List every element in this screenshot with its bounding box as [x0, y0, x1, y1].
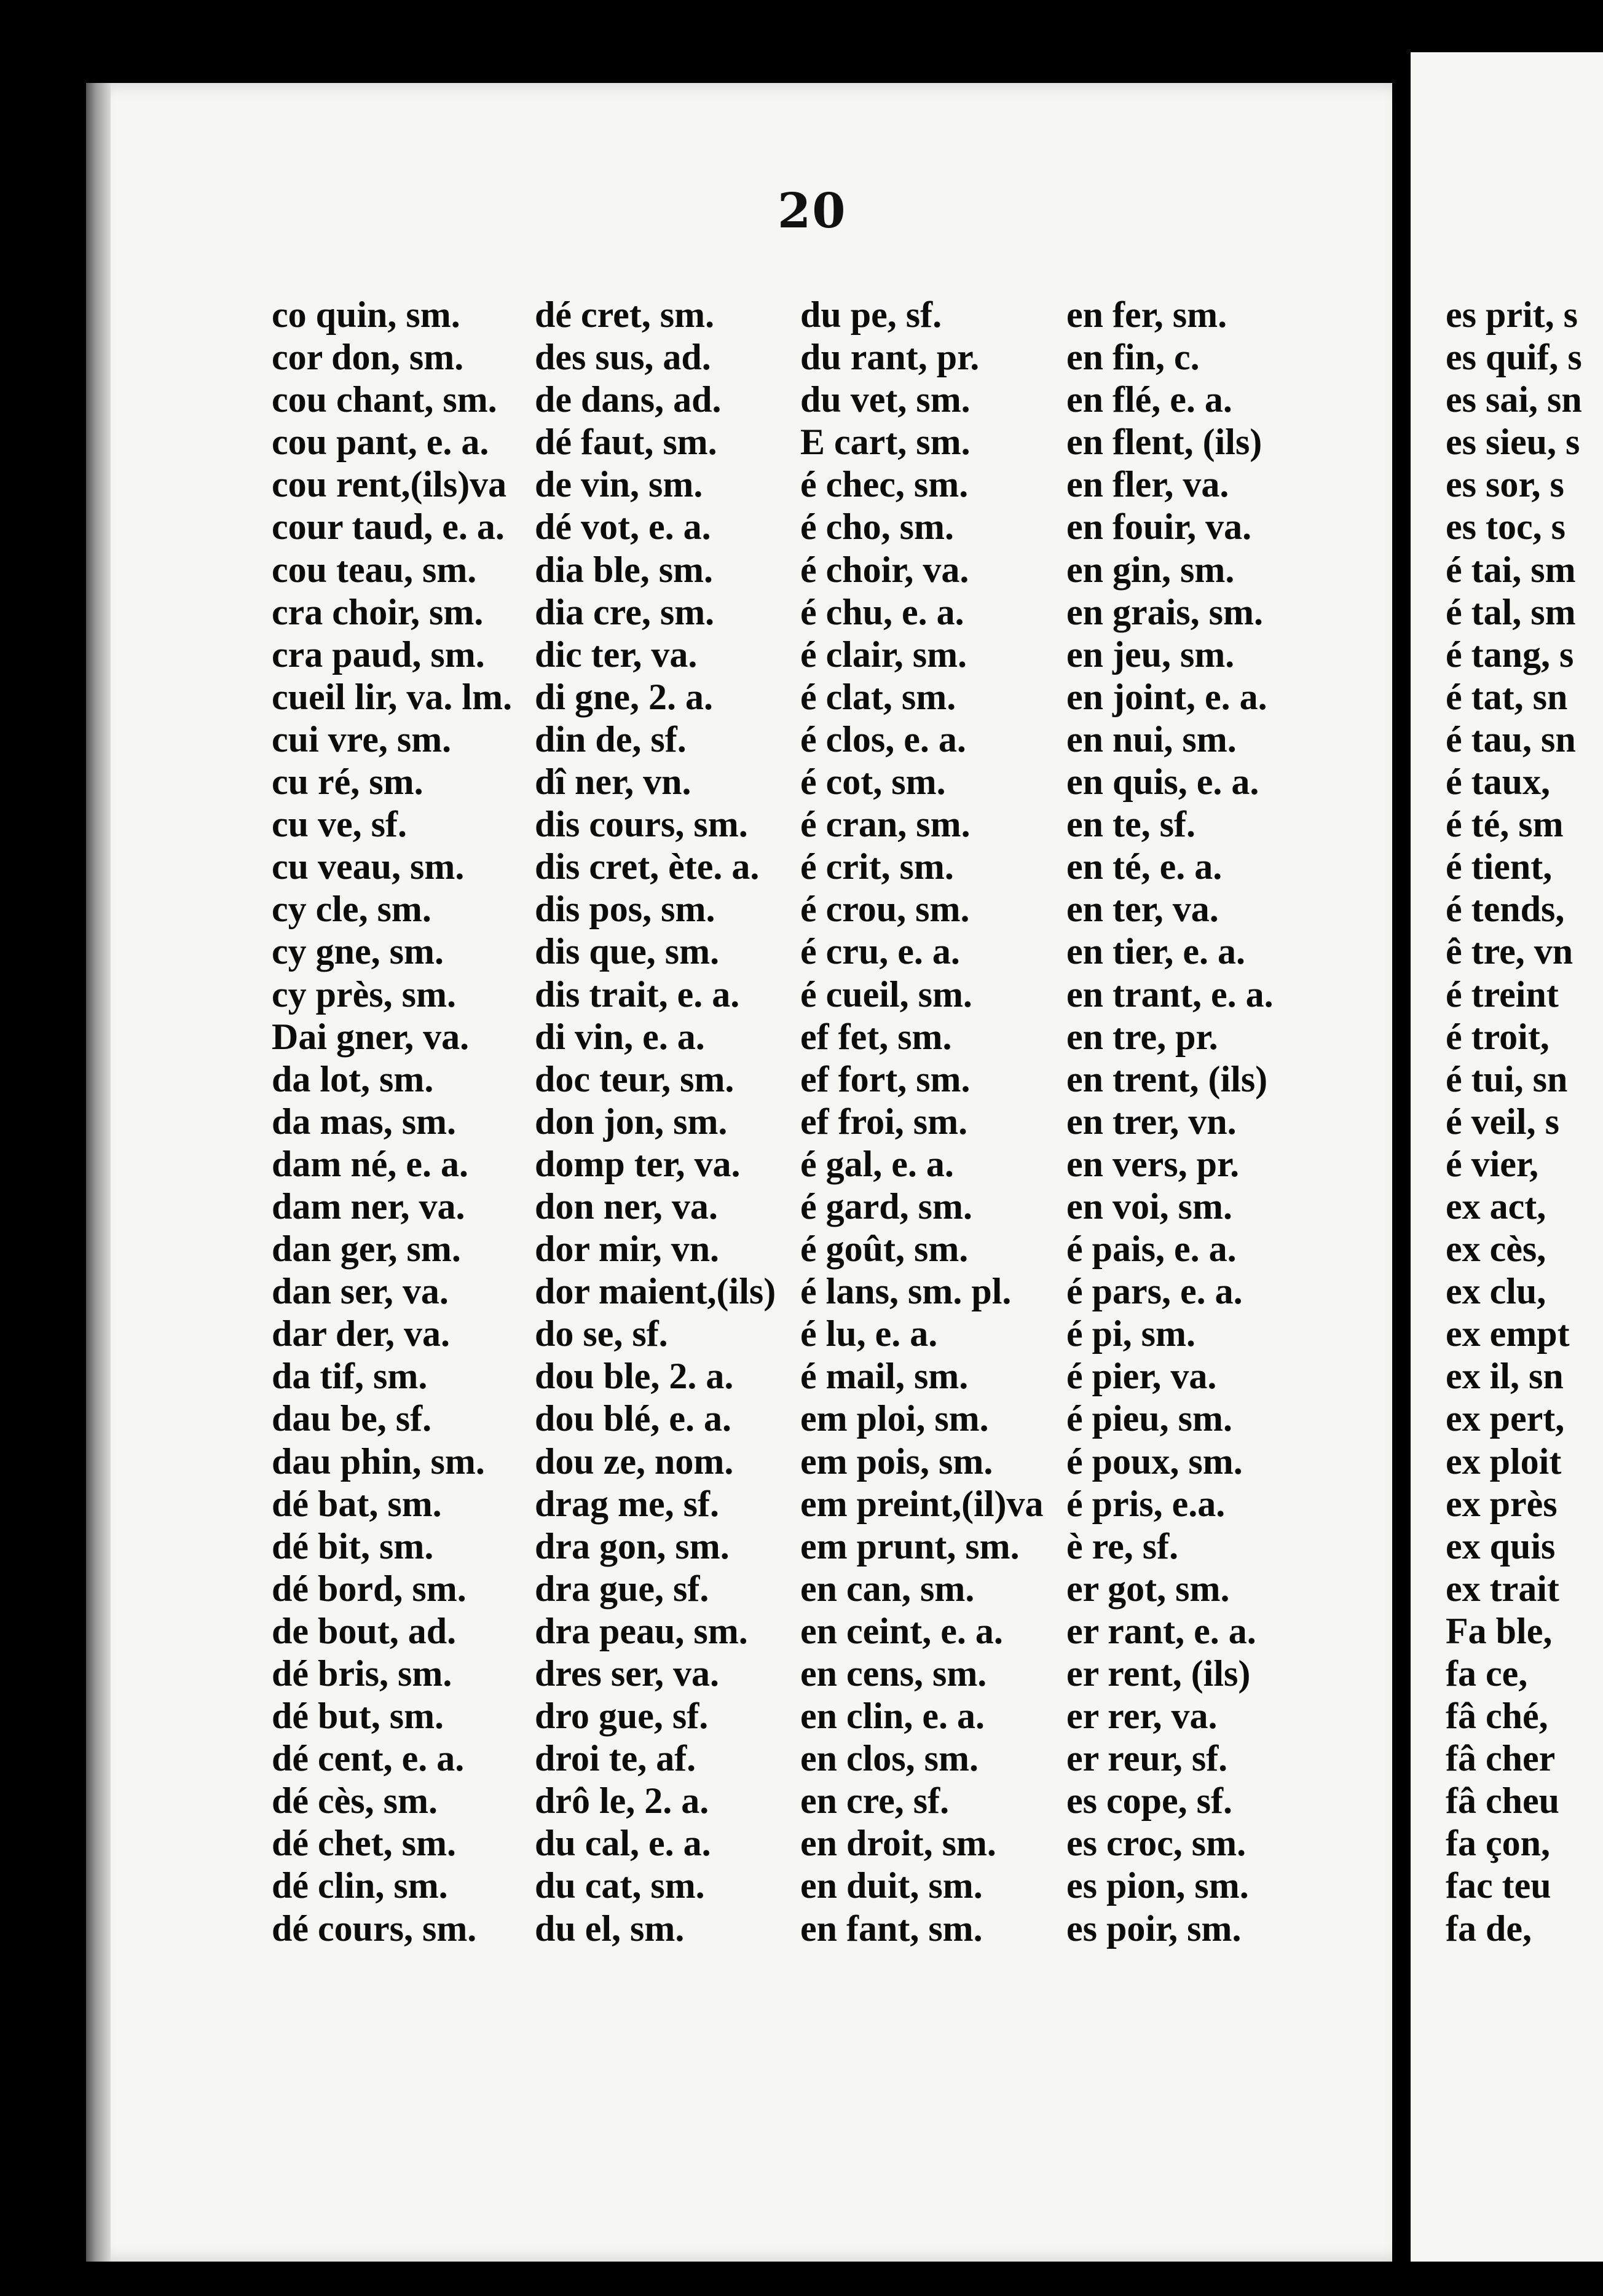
- word-entry: é crit, sm.: [800, 846, 954, 887]
- word-entry: dor maient,(ils): [535, 1271, 776, 1312]
- right-page-entry: ex trait: [1446, 1568, 1559, 1609]
- word-entry: dis cret, ète. a.: [535, 846, 760, 887]
- word-entry: dro gue, sf.: [535, 1696, 709, 1737]
- word-entry: dé vot, e. a.: [535, 506, 711, 548]
- word-entry: dé bris, sm.: [272, 1653, 452, 1694]
- word-entry: é pars, e. a.: [1066, 1271, 1243, 1312]
- word-entry: é gal, e. a.: [800, 1143, 954, 1184]
- word-entry: ef froi, sm.: [800, 1101, 968, 1142]
- right-page-entry: é tient,: [1446, 846, 1553, 887]
- word-entry: de dans, ad.: [535, 379, 722, 420]
- word-entry: dé cret, sm.: [535, 294, 715, 335]
- word-entry: doc teur, sm.: [535, 1058, 735, 1099]
- word-entry: dra gue, sf.: [535, 1568, 709, 1609]
- word-entry: en fer, sm.: [1066, 294, 1227, 335]
- right-page-entry: Fa ble,: [1446, 1610, 1553, 1651]
- word-entry: dam ner, va.: [272, 1185, 465, 1227]
- word-entry: er reur, sf.: [1066, 1738, 1228, 1779]
- right-page-entry: é troit,: [1446, 1016, 1550, 1057]
- word-entry: cou chant, sm.: [272, 379, 497, 420]
- word-entry: em ploi, sm.: [800, 1398, 989, 1439]
- right-page-entry: fâ cheu: [1446, 1780, 1559, 1822]
- right-page-entry: é tal, sm: [1446, 591, 1576, 632]
- word-entry: en fant, sm.: [800, 1908, 983, 1949]
- word-entry: cu ve, sf.: [272, 804, 407, 845]
- word-entry: dia ble, sm.: [535, 549, 714, 590]
- right-page-entry: es sai, sn: [1446, 379, 1582, 420]
- word-entry: en tre, pr.: [1066, 1016, 1218, 1057]
- word-entry: cy près, sm.: [272, 973, 456, 1015]
- word-entry: é pris, e.a.: [1066, 1483, 1226, 1524]
- word-entry: don ner, va.: [535, 1185, 718, 1227]
- word-entry: é crou, sm.: [800, 889, 970, 930]
- word-entry: di vin, e. a.: [535, 1016, 705, 1057]
- word-entry: é chec, sm.: [800, 464, 969, 505]
- word-entry: es cope, sf.: [1066, 1780, 1232, 1822]
- word-entry: dia cre, sm.: [535, 591, 715, 632]
- word-entry: es pion, sm.: [1066, 1865, 1249, 1906]
- word-entry: da lot, sm.: [272, 1058, 434, 1099]
- word-entry: dra peau, sm.: [535, 1610, 748, 1651]
- word-entry: domp ter, va.: [535, 1143, 741, 1184]
- word-entry: en jeu, sm.: [1066, 634, 1235, 675]
- word-entry: dou blé, e. a.: [535, 1398, 732, 1439]
- word-entry: é mail, sm.: [800, 1356, 969, 1397]
- word-entry: é clair, sm.: [800, 634, 967, 675]
- word-entry: ef fort, sm.: [800, 1058, 971, 1099]
- word-entry: è re, sf.: [1066, 1525, 1179, 1567]
- word-entry: en joint, e. a.: [1066, 676, 1267, 717]
- word-entry: en trent, (ils): [1066, 1058, 1268, 1099]
- word-entry: en te, sf.: [1066, 804, 1195, 845]
- word-entry: en can, sm.: [800, 1568, 975, 1609]
- word-entry: du cal, e. a.: [535, 1823, 711, 1864]
- word-entry: en vers, pr.: [1066, 1143, 1240, 1184]
- word-entry: cou rent,(ils)va: [272, 464, 507, 505]
- word-entry: cour taud, e. a.: [272, 506, 505, 548]
- right-page-entry: ex pert,: [1446, 1398, 1565, 1439]
- right-page-entry: é tai, sm: [1446, 549, 1576, 590]
- word-entry: é cueil, sm.: [800, 973, 972, 1015]
- word-entry: é cho, sm.: [800, 506, 954, 548]
- word-entry: en grais, sm.: [1066, 591, 1263, 632]
- word-entry: dor mir, vn.: [535, 1229, 720, 1270]
- word-column-2: [535, 294, 776, 1950]
- word-entry: é clat, sm.: [800, 676, 956, 717]
- word-entry: cui vre, sm.: [272, 718, 452, 760]
- word-entry: dé chet, sm.: [272, 1823, 456, 1864]
- word-entry: é cru, e. a.: [800, 931, 960, 972]
- word-entry: en tier, e. a.: [1066, 931, 1246, 972]
- word-entry: dis que, sm.: [535, 931, 720, 972]
- word-entry: dar der, va.: [272, 1313, 451, 1354]
- word-entry: é pier, va.: [1066, 1356, 1217, 1397]
- word-entry: en quis, e. a.: [1066, 761, 1259, 803]
- word-entry: er got, sm.: [1066, 1568, 1230, 1609]
- right-page-entry: ê tre, vn: [1446, 931, 1573, 972]
- right-page-entry: ex clu,: [1446, 1271, 1546, 1312]
- word-entry: é chu, e. a.: [800, 591, 964, 632]
- word-entry: en fin, c.: [1066, 337, 1200, 378]
- word-entry: en trer, vn.: [1066, 1101, 1237, 1142]
- word-entry: cra choir, sm.: [272, 591, 484, 632]
- word-entry: en gin, sm.: [1066, 549, 1235, 590]
- word-entry: Dai gner, va.: [272, 1016, 470, 1057]
- word-entry: don jon, sm.: [535, 1101, 728, 1142]
- word-entry: dis cours, sm.: [535, 804, 748, 845]
- word-entry: dé cès, sm.: [272, 1780, 438, 1822]
- word-entry: dis trait, e. a.: [535, 973, 740, 1015]
- word-entry: er rant, e. a.: [1066, 1610, 1256, 1651]
- word-entry: du cat, sm.: [535, 1865, 705, 1906]
- word-entry: dan ser, va.: [272, 1271, 449, 1312]
- word-entry: en ter, va.: [1066, 889, 1219, 930]
- word-entry: co quin, sm.: [272, 294, 460, 335]
- right-page-entry: ex empt: [1446, 1313, 1570, 1354]
- page-binding-edge: [86, 83, 111, 2262]
- right-page-entry: é tat, sn: [1446, 676, 1568, 717]
- word-entry: en duit, sm.: [800, 1865, 983, 1906]
- page-number: 20: [778, 183, 847, 239]
- word-entry: en fler, va.: [1066, 464, 1229, 505]
- word-entry: en clin, e. a.: [800, 1696, 985, 1737]
- word-entry: dou ze, nom.: [535, 1441, 734, 1482]
- right-page-entry: es quif, s: [1446, 337, 1582, 378]
- right-page-entry: é vier,: [1446, 1143, 1539, 1184]
- word-entry: cou teau, sm.: [272, 549, 477, 590]
- right-page-entry: é tang, s: [1446, 634, 1574, 675]
- word-entry: dis pos, sm.: [535, 889, 715, 930]
- word-entry: des sus, ad.: [535, 337, 711, 378]
- right-page-entry: ex près: [1446, 1483, 1558, 1524]
- word-entry: en cens, sm.: [800, 1653, 987, 1694]
- word-entry: dé bit, sm.: [272, 1525, 434, 1567]
- word-entry: din de, sf.: [535, 718, 687, 760]
- word-entry: é lans, sm. pl.: [800, 1271, 1012, 1312]
- word-entry: dé but, sm.: [272, 1696, 444, 1737]
- word-entry: é choir, va.: [800, 549, 969, 590]
- word-entry: dé clin, sm.: [272, 1865, 448, 1906]
- right-page-entry: es prit, s: [1446, 294, 1578, 335]
- right-page-entry: es sor, s: [1446, 464, 1564, 505]
- right-page-entry: é tui, sn: [1446, 1058, 1568, 1099]
- word-entry: en voi, sm.: [1066, 1185, 1232, 1227]
- right-page-entry: fâ ché,: [1446, 1696, 1548, 1737]
- word-entry: dé cours, sm.: [272, 1908, 477, 1949]
- word-entry: en clos, sm.: [800, 1738, 979, 1779]
- word-entry: en fouir, va.: [1066, 506, 1252, 548]
- word-entry: é gard, sm.: [800, 1185, 972, 1227]
- word-entry: dî ner, vn.: [535, 761, 691, 803]
- right-page-entry: fa ce,: [1446, 1653, 1528, 1694]
- word-entry: cueil lir, va. lm.: [272, 676, 513, 717]
- word-entry: da tif, sm.: [272, 1356, 428, 1397]
- word-entry: du pe, sf.: [800, 294, 942, 335]
- word-entry: dres ser, va.: [535, 1653, 719, 1694]
- right-page-entry: ex ploit: [1446, 1441, 1562, 1482]
- word-entry: de bout, ad.: [272, 1610, 457, 1651]
- word-entry: cy gne, sm.: [272, 931, 444, 972]
- word-entry: dic ter, va.: [535, 634, 698, 675]
- right-page-entry: fa çon,: [1446, 1823, 1550, 1864]
- word-entry: en droit, sm.: [800, 1823, 996, 1864]
- word-entry: cy cle, sm.: [272, 889, 431, 930]
- word-entry: é pi, sm.: [1066, 1313, 1195, 1354]
- word-entry: dé faut, sm.: [535, 422, 717, 463]
- right-page-entry: fa de,: [1446, 1908, 1532, 1949]
- right-page-entry: es toc, s: [1446, 506, 1566, 548]
- word-entry: du vet, sm.: [800, 379, 971, 420]
- word-entry: é clos, e. a.: [800, 718, 966, 760]
- word-entry: du rant, pr.: [800, 337, 980, 378]
- right-page-entry: é té, sm: [1446, 804, 1564, 845]
- word-entry: E cart, sm.: [800, 422, 971, 463]
- word-entry: é goût, sm.: [800, 1229, 969, 1270]
- word-entry: é cran, sm.: [800, 804, 971, 845]
- right-page-column: [1446, 294, 1582, 1950]
- word-entry: en trant, e. a.: [1066, 973, 1274, 1015]
- word-entry: em preint,(il)va: [800, 1483, 1044, 1524]
- word-entry: cra paud, sm.: [272, 634, 485, 675]
- word-entry: en té, e. a.: [1066, 846, 1223, 887]
- word-entry: en cre, sf.: [800, 1780, 950, 1822]
- word-entry: en flé, e. a.: [1066, 379, 1232, 420]
- word-entry: de vin, sm.: [535, 464, 703, 505]
- word-entry: er rer, va.: [1066, 1696, 1218, 1737]
- word-column-3: [800, 294, 1043, 1950]
- word-entry: dra gon, sm.: [535, 1525, 730, 1567]
- word-entry: er rent, (ils): [1066, 1653, 1251, 1694]
- word-entry: drag me, sf.: [535, 1483, 719, 1524]
- word-entry: dau be, sf.: [272, 1398, 432, 1439]
- right-page-entry: ex quis: [1446, 1525, 1556, 1567]
- word-entry: ef fet, sm.: [800, 1016, 952, 1057]
- right-page-entry: é veil, s: [1446, 1101, 1559, 1142]
- right-page-entry: ex cès,: [1446, 1229, 1546, 1270]
- right-page-entry: ex act,: [1446, 1185, 1546, 1227]
- word-entry: di gne, 2. a.: [535, 676, 714, 717]
- right-page-entry: ex il, sn: [1446, 1356, 1564, 1397]
- right-page-entry: es sieu, s: [1446, 422, 1580, 463]
- right-page-entry: é tau, sn: [1446, 718, 1576, 760]
- right-page-entry: fac teu: [1446, 1865, 1551, 1906]
- word-entry: cu ré, sm.: [272, 761, 423, 803]
- word-entry: em pois, sm.: [800, 1441, 993, 1482]
- right-page-entry: é tends,: [1446, 889, 1565, 930]
- word-entry: drô le, 2. a.: [535, 1780, 709, 1822]
- right-page-entry: é taux,: [1446, 761, 1550, 803]
- word-entry: é pieu, sm.: [1066, 1398, 1232, 1439]
- word-entry: é poux, sm.: [1066, 1441, 1243, 1482]
- word-entry: en flent, (ils): [1066, 422, 1262, 463]
- word-entry: da mas, sm.: [272, 1101, 457, 1142]
- word-entry: du el, sm.: [535, 1908, 685, 1949]
- word-entry: en ceint, e. a.: [800, 1610, 1003, 1651]
- word-entry: dau phin, sm.: [272, 1441, 485, 1482]
- word-entry: dé bord, sm.: [272, 1568, 467, 1609]
- word-entry: es poir, sm.: [1066, 1908, 1242, 1949]
- word-entry: droi te, af.: [535, 1738, 696, 1779]
- word-entry: do se, sf.: [535, 1313, 668, 1354]
- word-entry: dam né, e. a.: [272, 1143, 468, 1184]
- right-page-entry: fâ cher: [1446, 1738, 1556, 1779]
- word-entry: em prunt, sm.: [800, 1525, 1020, 1567]
- word-entry: é pais, e. a.: [1066, 1229, 1237, 1270]
- word-entry: é lu, e. a.: [800, 1313, 938, 1354]
- word-column-4: [1066, 294, 1274, 1950]
- word-entry: dou ble, 2. a.: [535, 1356, 734, 1397]
- word-column-1: [272, 294, 512, 1950]
- word-entry: dé bat, sm.: [272, 1483, 442, 1524]
- right-page-entry: é treint: [1446, 973, 1559, 1015]
- word-entry: cou pant, e. a.: [272, 422, 489, 463]
- word-entry: es croc, sm.: [1066, 1823, 1247, 1864]
- word-entry: é cot, sm.: [800, 761, 946, 803]
- word-entry: en nui, sm.: [1066, 718, 1237, 760]
- word-entry: dé cent, e. a.: [272, 1738, 465, 1779]
- word-entry: cor don, sm.: [272, 337, 464, 378]
- word-entry: cu veau, sm.: [272, 846, 465, 887]
- word-entry: dan ger, sm.: [272, 1229, 461, 1270]
